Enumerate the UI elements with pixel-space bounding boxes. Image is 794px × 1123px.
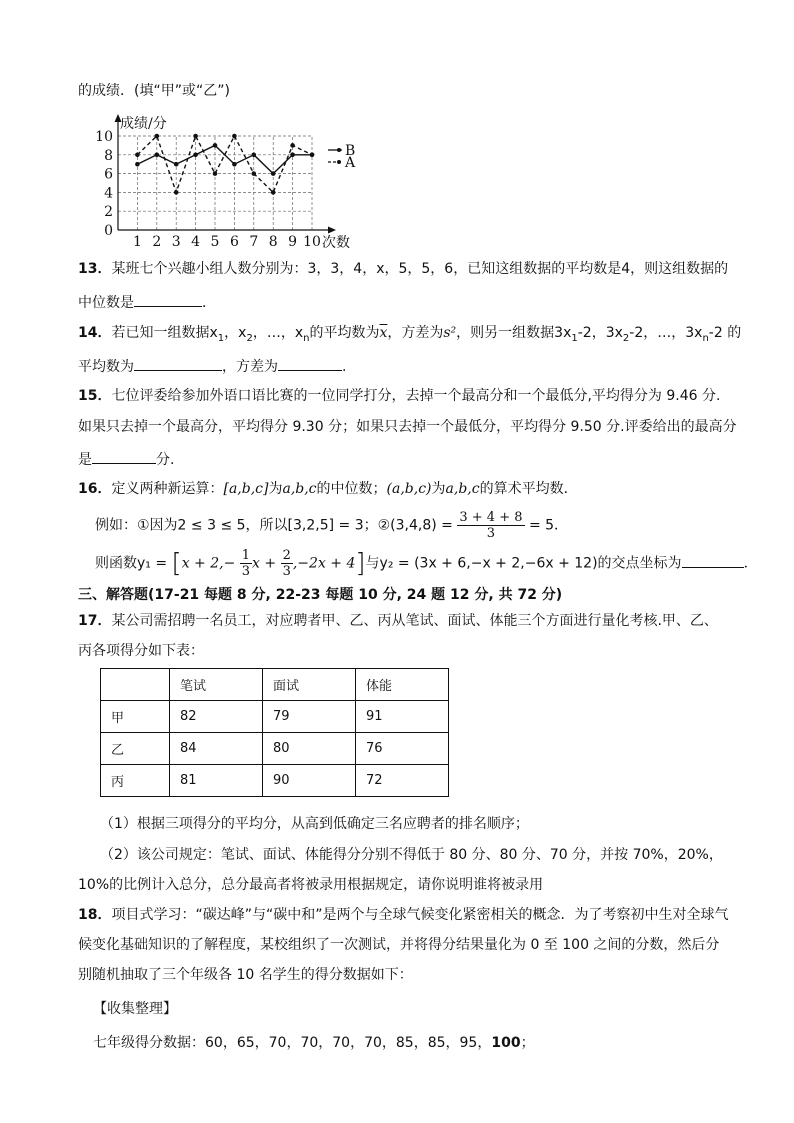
q16-frac-denominator: 3 (486, 526, 496, 541)
q16-frac1-den: 3 (241, 564, 251, 579)
q16-frac2-den: 3 (282, 564, 291, 579)
data-point-B (193, 153, 198, 158)
q13-end: ． (202, 295, 216, 311)
x-tick-label: 6 (229, 234, 239, 250)
q17-part1: （1）根据三项得分的平均分，从高到低确定三名应聘者的排名顺序； (100, 816, 529, 832)
q14-text-g: -2，3x (577, 325, 623, 341)
q17-text-1: 某公司需招聘一名员工，对应聘者甲、乙、丙从笔试、面试、体能三个方面进行量化考核.甲、乙、 (111, 613, 718, 629)
data-point-B (252, 153, 257, 158)
q16-fn-term2: x + (252, 555, 277, 572)
q18-data-last: 100 (491, 1035, 521, 1051)
table-cell: 丙 (101, 765, 170, 797)
table-header-cell: 体能 (356, 669, 449, 701)
y-tick-label: 6 (104, 166, 113, 183)
data-point-B (213, 143, 218, 148)
q14-text-f: ，则另一组数据3x (456, 325, 572, 341)
x-tick-label: 7 (249, 234, 259, 250)
series-line-B (137, 145, 312, 173)
q16-text-a: 定义两种新运算： (111, 481, 224, 497)
q16-number: 16． (78, 481, 112, 497)
data-point-A (213, 171, 218, 176)
q15-text-3b: 分. (156, 452, 175, 468)
q16-text-b: 为 (268, 481, 283, 497)
legend-marker-A (337, 160, 341, 164)
q16-example-result: = 5． (528, 517, 569, 534)
table-row (101, 701, 449, 733)
score-table (100, 668, 449, 797)
q16-op2: (a,b,c) (386, 481, 432, 497)
q15-line2: 如果只去掉一个最高分，平均得分 9.30 分；如果只去掉一个最低分，平均得分 9.50 分.评委给出的最高分 (78, 419, 737, 435)
q16-text-c: 的中位数； (316, 481, 387, 497)
x-tick-label: 2 (152, 234, 162, 250)
data-point-B (271, 171, 276, 176)
q16-fn-y1: 则函数y₁ = (95, 555, 168, 572)
q16-example-fraction (457, 510, 524, 541)
table-cell: 乙 (101, 733, 170, 765)
q14-xbar: $\overline{x}$ (379, 325, 388, 341)
q16-line1 (78, 480, 578, 498)
table-cell: 82 (170, 701, 263, 733)
q16-frac-numerator: 3 + 4 + 8 (459, 510, 523, 525)
x-tick-label: 10 (303, 234, 321, 250)
section-3-heading: 三、解答题(17-21 每题 8 分, 22-23 每题 10 分, 24 题 12 分, 共 72 分) (78, 587, 563, 603)
data-point-A (310, 153, 315, 158)
q15-answer-blank[interactable] (92, 449, 156, 464)
table-header-cell (101, 669, 170, 701)
q14-text-h: -2，…，3x (629, 325, 703, 341)
q17-part2-cont: 10%的比例计入总分，总分最高者将被录用根据规定，请你说明谁将被录用 (78, 877, 544, 893)
data-point-A (174, 190, 179, 195)
q15-text-1: 七位评委给参加外语口语比赛的一位同学打分，去掉一个最高分和一个最低分,平均得分为 9.46 分. (111, 388, 721, 404)
q14-mean-label: 平均数为 (78, 359, 134, 375)
x-tick-label: 8 (268, 234, 278, 250)
data-point-B (155, 153, 160, 158)
q15-number: 15． (78, 388, 112, 404)
q18-number: 18． (78, 907, 112, 923)
q13-line1 (78, 260, 728, 278)
table-header-cell: 笔试 (170, 669, 263, 701)
q18-data-grade7 (93, 1034, 535, 1052)
table-cell: 72 (356, 765, 449, 797)
legend-label-B: B (345, 143, 356, 159)
q16-text-e: 的算术平均数． (479, 481, 578, 497)
q18-line2: 候变化基础知识的了解程度，某校组织了一次测试，并将得分结果量化为 0 至 100 之间的分数，然后分 (78, 937, 720, 953)
table-cell: 甲 (101, 701, 170, 733)
series-line-A (137, 136, 312, 192)
q16-fn-y2: 与y₂ = (3x + 6,−x + 2,−6x + 12)的交点坐标为 (365, 555, 682, 572)
q14-sub-f: 1 (571, 332, 578, 344)
q13-answer-blank[interactable] (134, 292, 202, 307)
q14-sub-g: 2 (622, 332, 630, 344)
legend-label-A: A (345, 155, 356, 171)
x-tick-label: 4 (191, 234, 201, 250)
table-cell: 80 (263, 733, 356, 765)
q16-example (95, 510, 568, 541)
table-row (101, 733, 449, 765)
data-point-A (155, 134, 160, 139)
q14-text-b: ，x (224, 325, 247, 341)
q17-number: 17． (78, 613, 112, 629)
x-axis-label: 次数 (322, 235, 350, 251)
q16-function (95, 548, 758, 579)
q14-mean-blank[interactable] (134, 356, 222, 371)
q12-tail: 的成绩．(填“甲”或“乙”) (78, 83, 230, 99)
data-point-B (290, 153, 295, 158)
q18-subheading: 【收集整理】 (93, 1001, 177, 1017)
q15-line3 (78, 449, 174, 469)
q16-example-text: 例如：①因为2 ≤ 3 ≤ 5，所以[3,2,5] = 3；②(3,4,8) = (95, 517, 453, 534)
x-tick-label: 1 (132, 234, 142, 250)
table-header-row (101, 669, 449, 701)
q14-variance-label: ，方差为 (222, 359, 278, 375)
legend-marker-B (337, 148, 341, 152)
q14-text-i: -2 的 (708, 325, 742, 341)
x-tick-label: 5 (210, 234, 220, 250)
q18-line3: 别随机抽取了三个年级各 10 名学生的得分数据如下： (78, 967, 413, 983)
q17-line1 (78, 612, 718, 630)
q18-data-end: ； (520, 1035, 535, 1051)
y-tick-label: 8 (104, 147, 113, 164)
q16-frac2-num: 2 (282, 548, 291, 563)
data-point-A (290, 143, 295, 148)
q16-abc-1: a,b,c (282, 481, 317, 497)
q16-frac1-num: 1 (241, 548, 251, 563)
q13-line2 (78, 292, 216, 312)
q14-text-d: 的平均数为 (309, 325, 380, 341)
q17-part2: （2）该公司规定：笔试、面试、体能得分分别不得低于 80 分、80 分、70 分，并按 70%，20%， (100, 847, 723, 863)
x-axis-arrow (328, 227, 336, 234)
data-point-A (135, 153, 140, 158)
table-cell: 79 (263, 701, 356, 733)
q16-op1: [a,b,c] (223, 481, 269, 497)
table-row (101, 765, 449, 797)
table-cell: 90 (263, 765, 356, 797)
x-tick-label: 9 (288, 234, 298, 250)
q17-line2: 丙各项得分如下表： (78, 643, 204, 659)
q16-fn-term1: x + 2,− (181, 555, 236, 572)
q16-abc-2: a,b,c (445, 481, 480, 497)
table-header-cell: 面试 (263, 669, 356, 701)
q18-text-1: 项目式学习：“碳达峰”与“碳中和”是两个与全球气候变化紧密相关的概念．为了考察初中生对全球气 (111, 907, 729, 923)
data-point-B (135, 162, 140, 167)
table-cell: 91 (356, 701, 449, 733)
q14-number: 14． (78, 325, 112, 341)
q18-data-values: 七年级得分数据：60，65，70，70，70，70，85，85，95， (93, 1035, 492, 1051)
q18-line1 (78, 906, 729, 924)
q16-answer-blank[interactable] (682, 553, 744, 568)
q16-fn-term3: ,−2x + 4 (292, 555, 356, 572)
data-point-A (271, 190, 276, 195)
data-point-A (193, 134, 198, 139)
q14-s2: s² (443, 325, 457, 341)
q14-line2 (78, 356, 346, 376)
score-line-chart (96, 104, 416, 254)
q16-left-bracket: [ (171, 548, 182, 579)
q14-end: . (342, 359, 347, 375)
q13-text: 某班七个兴趣小组人数分别为：3，3，4，x，5，5，6，已知这组数据的平均数是4，则这组数据的 (111, 261, 729, 277)
y-tick-label: 2 (104, 204, 113, 221)
data-point-A (252, 171, 257, 176)
table-cell: 76 (356, 733, 449, 765)
table-cell: 81 (170, 765, 263, 797)
q16-fn-frac1 (240, 548, 252, 579)
q14-line1 (78, 324, 741, 348)
q14-variance-blank[interactable] (278, 356, 342, 371)
q14-sub-h: n (702, 332, 709, 344)
y-tick-label: 0 (104, 223, 113, 239)
q14-text-a: 若已知一组数据x (111, 325, 218, 341)
q16-end: ． (743, 555, 758, 572)
q16-text-d: 为 (431, 481, 446, 497)
table-cell: 84 (170, 733, 263, 765)
q14-subn: n (303, 332, 310, 344)
q13-number: 13． (78, 261, 112, 277)
q15-text-3a: 是 (78, 452, 92, 468)
q14-sub1: 1 (217, 332, 225, 344)
y-tick-label: 10 (95, 129, 113, 145)
x-tick-label: 3 (171, 234, 181, 250)
y-tick-label: 4 (104, 185, 113, 202)
data-point-A (232, 134, 237, 139)
data-point-B (174, 162, 179, 167)
q16-fn-frac2 (281, 548, 293, 579)
q14-text-c: ，…，x (252, 325, 304, 341)
q16-right-bracket: ] (355, 548, 366, 579)
q13-median-label: 中位数是 (78, 295, 134, 311)
q14-text-e: ，方差为 (387, 325, 444, 341)
y-axis-label: 成绩/分 (120, 116, 167, 132)
q15-line1 (78, 387, 720, 405)
data-point-B (232, 162, 237, 167)
q14-sub2: 2 (246, 332, 253, 344)
